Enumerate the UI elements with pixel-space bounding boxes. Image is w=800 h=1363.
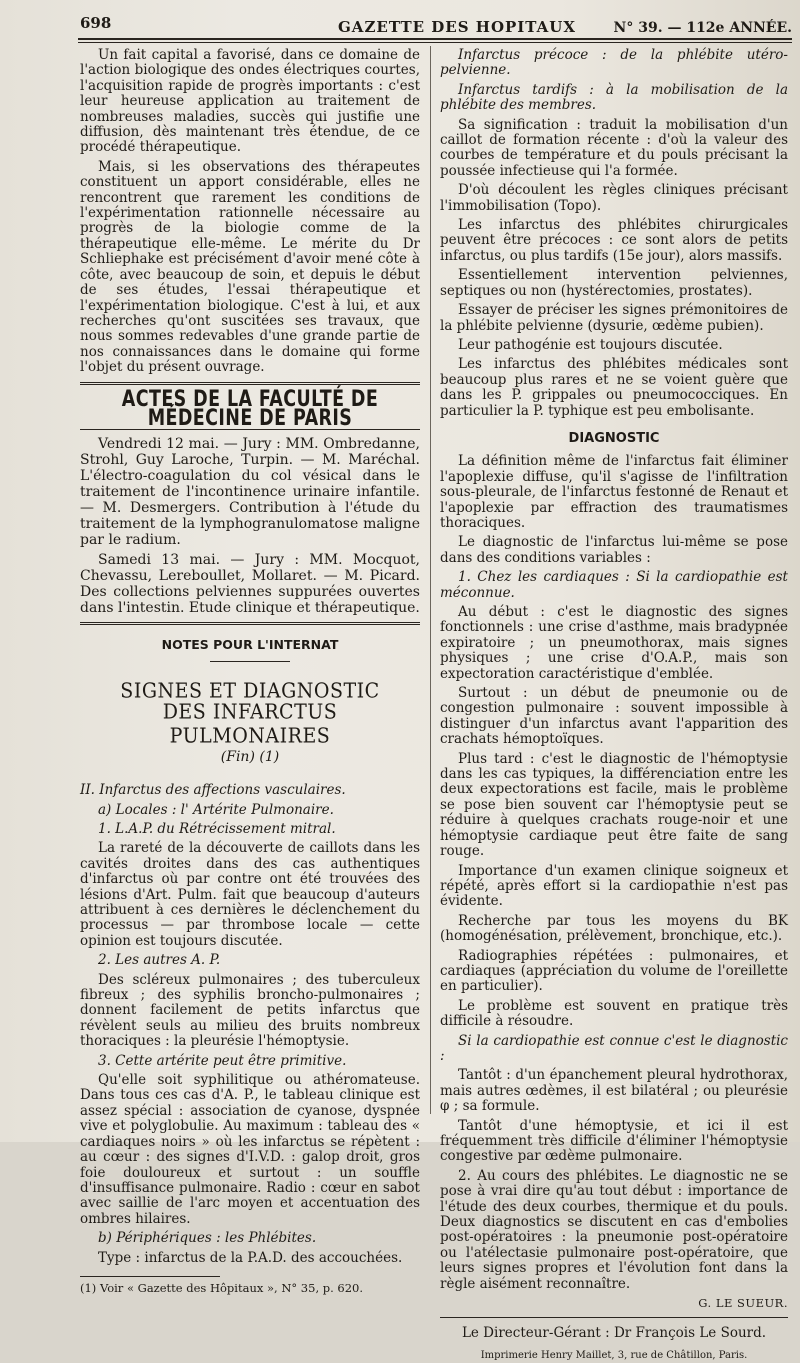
- header-rule-thin: [78, 42, 792, 43]
- subheading: 1. Chez les cardiaques : Si la cardiopathie est méconnue.: [440, 569, 788, 601]
- subheading: 1. L.A.P. du Rétrécissement mitral.: [98, 820, 336, 837]
- body-paragraph: Sa signification : traduit la mobilisation d'un caillot de formation récente : d'où la valeur des courbes de température et du pouls précisant la poussée infectieuse qui l'a formée.: [440, 116, 788, 179]
- acte-entry: Samedi 13 mai. — Jury : MM. Mocquot, Chevassu, Lereboullet, Mollaret. — M. Picard. Des collections pelviennes suppurées ouvertes dans l'intestin. Etude clinique et thérapeutique.: [80, 552, 420, 617]
- section-rule: [440, 1317, 788, 1318]
- journal-title: GAZETTE DES HOPITAUX: [338, 18, 577, 36]
- body-paragraph: Au début : c'est le diagnostic des signes fonctionnels : une crise d'asthme, mais bradypnée expiratoire ; un pneumothorax, mais signes physiques ; une crise d'O.A.P., mais son expectoration caractéristique d'emblée.: [440, 604, 788, 682]
- body-paragraph: Essayer de préciser les signes prémonitoires de la phlébite pelvienne (dysurie, œdème pubien).: [440, 302, 788, 334]
- actes-heading: ACTES DE LA FACULTÉ DE MÉDECINE DE PARIS: [121, 386, 379, 432]
- subheading: 2. Les autres A. P.: [98, 952, 221, 969]
- subheading: Si la cardiopathie est connue c'est le diagnostic :: [440, 1032, 788, 1064]
- directeur-line: Le Directeur-Gérant : Dr François Le Sourd.: [461, 1325, 767, 1342]
- article-fin: (Fin) (1): [220, 748, 280, 765]
- body-paragraph: Des scléreux pulmonaires ; des tuberculeux fibreux ; des syphilis broncho-pulmonaires ; donnent facilement de petits infarctus que révèlent seuls au milieu des bruits nombreux thoraciques : la pleurésie l'hémoptysie.: [80, 971, 420, 1050]
- body-paragraph: Infarctus tardifs : à la mobilisation de la phlébite des membres.: [440, 81, 788, 114]
- short-rule: [210, 661, 290, 662]
- body-paragraph: D'où découlent les règles cliniques précisant l'immobilisation (Topo).: [440, 182, 788, 214]
- notes-heading: NOTES POUR L'INTERNAT: [161, 637, 339, 653]
- body-paragraph: Surtout : un début de pneumonie ou de congestion pulmonaire : souvent impossible à distinguer d'un infarctus avant l'apparition des crachats hémoptoïques.: [440, 685, 788, 748]
- subheading: b) Périphériques : les Phlébites.: [98, 1230, 317, 1247]
- body-paragraph: Tantôt d'une hémoptysie, et ici il est fréquemment très difficile d'éliminer l'hémoptysie congestive par œdème pulmonaire.: [440, 1117, 788, 1165]
- left-column: [80, 47, 420, 1295]
- body-paragraph: Essentiellement intervention pelviennes, septiques ou non (hystérectomies, prostates).: [440, 267, 788, 299]
- body-paragraph: Les infarctus des phlébites chirurgicales peuvent être précoces : ce sont alors de petits infarctus, ou plus tardifs (15e jour), alors massifs.: [440, 217, 788, 264]
- intro-paragraph: Mais, si les observations des thérapeutes constituent un apport considérable, elles ne rencontrent que rarement les conditions de l'expérimentation rationnelle nécessaire au progrès de la biologie comme de la thérapeutique elle-même. Le mérite du Dr Schliephake est précisément d'avoir mené côte à côte, avec beaucoup de soin, et depuis le début de ses études, l'essai thérapeutique et l'expérimentation biologique. C'est à lui, et aux recherches qu'ont suscitées ses travaux, que nous sommes redevables d'une grande partie de nos connaissances dans le domaine qui forme l'objet du présent ouvrage.: [80, 158, 420, 376]
- intro-paragraph: Un fait capital a favorisé, dans ce domaine de l'action biologique des ondes électriques courtes, l'acquisition rapide de progrès importants : c'est leur heureuse application au traitement de nombreuses maladies, succès qui justifie une diffusion, dès maintenant très étendue, de ce procédé thérapeutique.: [80, 47, 420, 156]
- issue-number: N° 39. — 112e ANNÉE.: [613, 20, 792, 36]
- imprimerie-line: Imprimerie Henry Maillet, 3, rue de Châtillon, Paris.: [480, 1349, 748, 1361]
- body-paragraph: La définition même de l'infarctus fait éliminer l'apoplexie diffuse, qu'il s'agisse de l'infiltration sous-pleurale, de l'infarctus festonné de Renaut et l'apoplexie par effraction des traumatismes thoraciques.: [440, 453, 788, 531]
- body-paragraph: Le diagnostic de l'infarctus lui-même se pose dans des conditions variables :: [440, 534, 788, 566]
- body-paragraph: Infarctus précoce : de la phlébite utéro-pelvienne.: [440, 47, 788, 79]
- subheading: 3. Cette artérite peut être primitive.: [98, 1052, 347, 1069]
- page-number: 698: [80, 14, 112, 32]
- body-paragraph: 2. Au cours des phlébites. Le diagnostic ne se pose à vrai dire qu'au tout début : importance de l'étude des deux courbes, thermique et du pouls. Deux diagnostics se discutent en cas d'embolies post-opératoires : la pneumonie post-opératoire ou l'atélectasie pulmonaire post-opératoire, que leurs signes propres et l'évolution font dans la règle aisément reconnaître.: [440, 1167, 788, 1292]
- body-paragraph: Plus tard : c'est le diagnostic de l'hémoptysie dans les cas typiques, la différenciation entre les deux expectorations est facile, mais le problème se pose bien souvent car l'hémoptysie peut se réduire à quelques crachats rouge-noir et une hémoptysie cardiaque peut être faite de sang rouge.: [440, 750, 788, 860]
- body-paragraph: Type : infarctus de la P.A.D. des accouchées.: [98, 1249, 403, 1266]
- page-header: [80, 12, 792, 40]
- section-rule: [80, 622, 420, 625]
- body-paragraph: Recherche par tous les moyens du BK (homogénésation, prélèvement, bronchique, etc.).: [440, 912, 788, 945]
- subheading: a) Locales : l' Artérite Pulmonaire.: [98, 801, 334, 818]
- body-paragraph: Tantôt : d'un épanchement pleural hydrothorax, mais autres œdèmes, il est bilatéral ; ou pleurésie φ ; sa formule.: [440, 1067, 788, 1115]
- body-paragraph: Le problème est souvent en pratique très difficile à résoudre.: [440, 997, 788, 1030]
- header-rule: [78, 38, 792, 40]
- body-paragraph: Leur pathogénie est toujours discutée.: [458, 336, 723, 353]
- body-paragraph: Importance d'un examen clinique soigneux et répété, après effort si la cardiopathie n'est pas évidente.: [440, 862, 788, 910]
- footnote-rule: [80, 1276, 220, 1277]
- right-column: [440, 47, 788, 1361]
- body-paragraph: Les infarctus des phlébites médicales sont beaucoup plus rares et ne se voient guère que dans les P. grippales ou pneumococciques. En particulier la P. typhique est peu embolisante.: [440, 356, 788, 419]
- diagnostic-heading: DIAGNOSTIC: [568, 430, 660, 446]
- body-paragraph: Radiographies répétées : pulmonaires, et cardiaques (appréciation du volume de l'oreillette en particulier).: [440, 947, 788, 995]
- section-rule: [80, 382, 420, 385]
- body-paragraph: Qu'elle soit syphilitique ou athéromateuse. Dans tous ces cas d'A. P., le tableau clinique est assez spécial : association de cyanose, dyspnée vive et polyglobulie. Au maximum : tableau des « cardiaques noirs » où les infarctus se répètent : au cœur : des signes d'I.V.D. : galop droit, gros foie douloureux et surtout : un souffle d'insuffisance pulmonaire. Radio : cœur en sabot avec saillie de l'arc moyen et accentuation des ombres hilaires.: [80, 1072, 420, 1227]
- footnote: (1) Voir « Gazette des Hôpitaux », N° 35, p. 620.: [80, 1280, 364, 1295]
- acte-entry: Vendredi 12 mai. — Jury : MM. Ombredanne, Strohl, Guy Laroche, Turpin. — M. Maréchal. L'électro-coagulation du col vésical dans le traitement de l'incontinence urinaire infantile. — M. Desmergers. Contribution à l'étude du traitement de la lymphogranulomatose maligne par le radium.: [80, 436, 420, 549]
- article-title-line1: SIGNES ET DIAGNOSTIC: [120, 678, 380, 703]
- body-paragraph: La rareté de la découverte de caillots dans les cavités droites dans des cas authentiques d'infarctus où par contre ont été trouvées des lésions d'Art. Pulm. fait que beaucoup d'auteurs attribuent à ces dernières le déclenchement du processus — par thrombose locale — cette opinion est toujours discutée.: [80, 840, 420, 949]
- author-signature: G. LE SUEUR.: [698, 1296, 788, 1311]
- actes-list: [80, 436, 420, 616]
- column-divider: [430, 46, 431, 1114]
- subheading: II. Infarctus des affections vasculaires.: [80, 782, 346, 799]
- article-title-line2: DES INFARCTUS PULMONAIRES: [162, 699, 338, 748]
